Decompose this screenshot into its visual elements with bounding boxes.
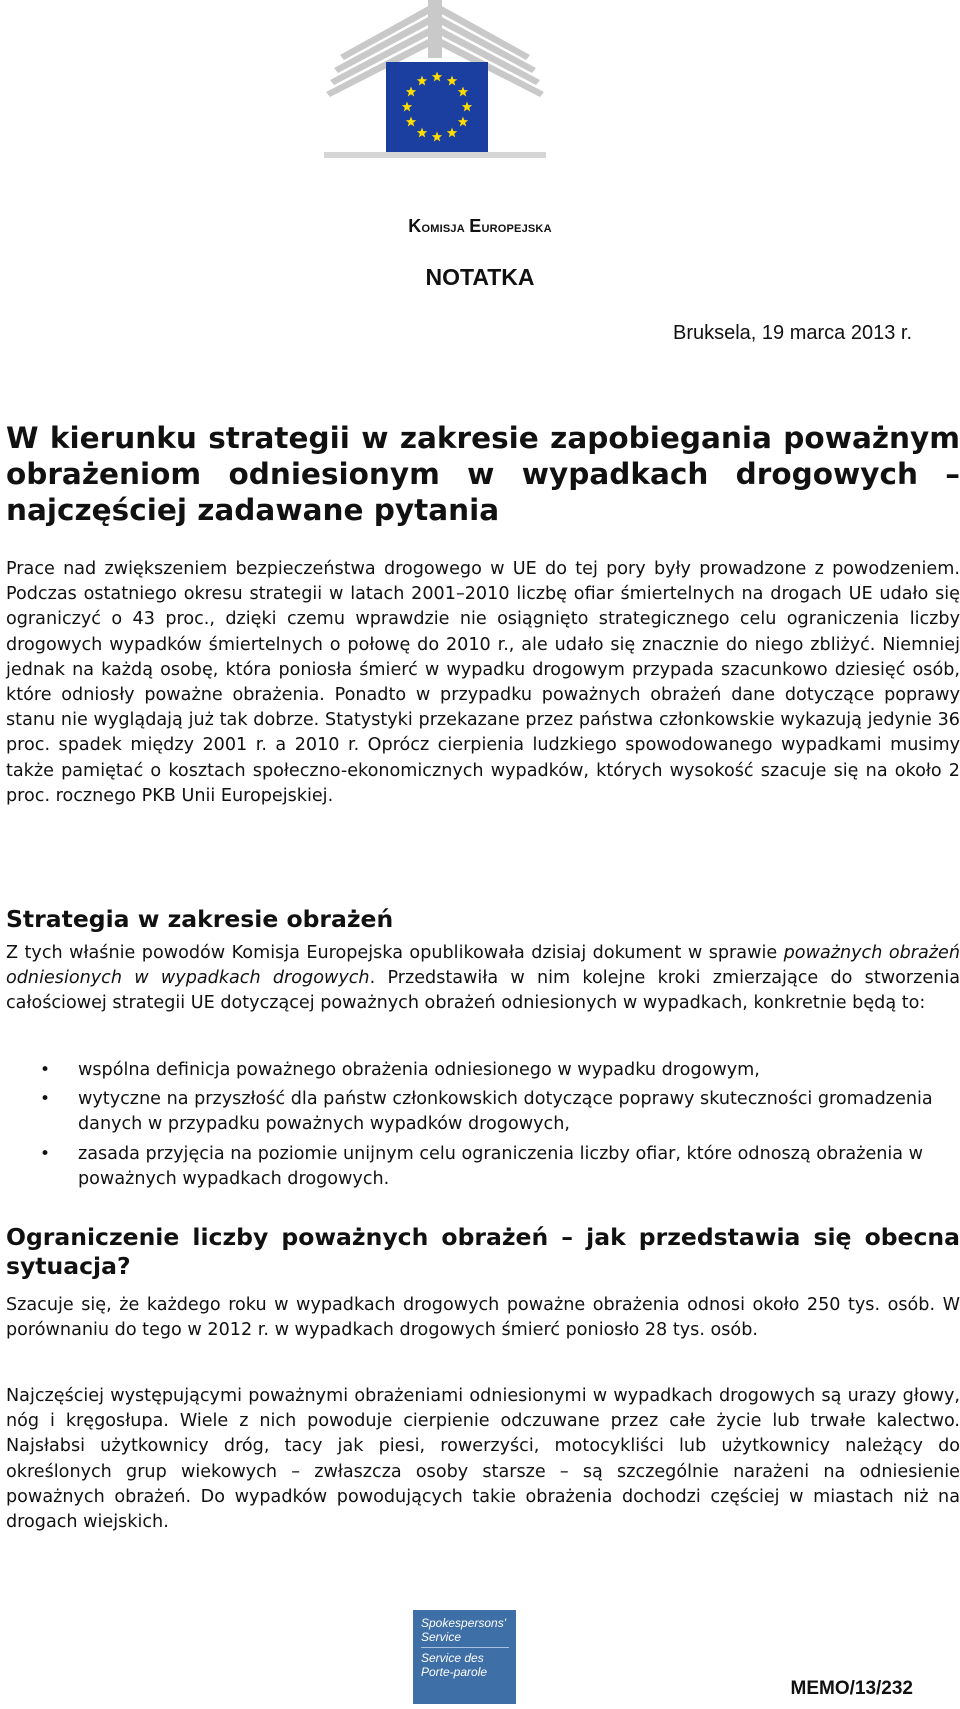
- section-situation-title: Ograniczenie liczby poważnych obrażeń – jak przedstawia się obecna sytuacja?: [6, 1223, 960, 1280]
- situation-paragraph-1: Szacuje się, że każdego roku w wypadkach drogowych poważne obrażenia odnosi około 250 tys. osób. W porównaniu do tego w 2012 r. w wypadkach drogowych śmierć poniosło 28 tys. osób.: [6, 1295, 960, 1341]
- memo-reference: MEMO/13/232: [790, 1678, 913, 1699]
- memo-title: NOTATKA: [425, 264, 535, 290]
- strategy-steps-list: [6, 1058, 960, 1196]
- organization-name: Komisja Europejska: [408, 216, 552, 236]
- section-strategy-title: Strategia w zakresie obrażeń: [6, 905, 394, 933]
- bullet-icon: •: [40, 1089, 51, 1110]
- intro-paragraph: Prace nad zwiększeniem bezpieczeństwa drogowego w UE do tej pory były prowadzone z powodzeniem. Podczas ostatniego okresu strategii w latach 2001–2010 liczbę ofiar śmiertelnych na drogach UE udało się ograniczyć o 43 proc., dzięki czemu wprawdzie nie osiągnięto strategicznego celu ograniczenia liczby drogowych wypadków śmiertelnych o połowę do 2010 r., ale udało się znacznie do niego zbliżyć. Niemniej jednak na każdą osobę, która poniosła śmierć w wypadku drogowym przypada szacunkowo dziesięć osób, które odniosły poważne obrażenia. Ponadto w przypadku poważnych obrażeń dane dotyczące poprawy stanu nie wyglądają już tak dobrze. Statystyki przekazane przez państwa członkowskie wykazują jedynie 36 proc. spadek między 2001 r. a 2010 r. Oprócz cierpienia ludzkiego spowodowanego wypadkami musimy także pamiętać o kosztach społeczno-ekonomicznych wypadków, których wysokość szacuje się na około 2 proc. rocznego PKB Unii Europejskiej.: [6, 559, 960, 806]
- section-strategy-paragraph: Z tych właśnie powodów Komisja Europejska opublikowała dzisiaj dokument w sprawie poważnych obrażeń odniesionych w wypadkach drogowych. Przedstawiła w nim kolejne kroki zmierzające do stworzenia całościowej strategii UE dotyczącej poważnych obrażeń odniesionych w wypadkach, konkretnie będą to:: [6, 943, 960, 1014]
- headline: W kierunku strategii w zakresie zapobiegania poważnym obrażeniom odniesionym w wypadkach drogowych – najczęściej zadawane pytania: [6, 421, 960, 527]
- european-commission-logo: [320, 0, 550, 175]
- list-item: • wytyczne na przyszłość dla państw członkowskich dotyczące poprawy skuteczności gromadzenia danych w przypadku poważnych wypadków drogowych,: [40, 1089, 933, 1135]
- bullet-icon: •: [40, 1060, 51, 1080]
- spokespersons-service-logo: Spokespersons' Service Service des Porte-parole: [413, 1610, 516, 1704]
- situation-paragraph-2: Najczęściej występującymi poważnymi obrażeniami odniesionymi w wypadkach drogowych są urazy głowy, nóg i kręgosłupa. Wiele z nich powoduje cierpienie odczuwane przez całe życie lub trwałe kalectwo. Najsłabsi użytkownicy dróg, tacy jak piesi, rowerzyści, motocykliści lub użytkownicy należący do określonych grup wiekowych – zwłaszcza osoby starsze – są szczególnie narażeni na odniesienie poważnych obrażeń. Do wypadków powodujących takie obrażenia dochodzi częściej w miastach niż na drogach wiejskich.: [6, 1386, 960, 1533]
- list-item: • zasada przyjęcia na poziomie unijnym celu ograniczenia liczby ofiar, które odnoszą obrażenia w poważnych wypadkach drogowych.: [40, 1143, 924, 1189]
- bullet-icon: •: [40, 1143, 51, 1164]
- document-date: Bruksela, 19 marca 2013 r.: [672, 322, 912, 344]
- list-item: • wspólna definicja poważnego obrażenia odniesionego w wypadku drogowym,: [6, 1058, 960, 1083]
